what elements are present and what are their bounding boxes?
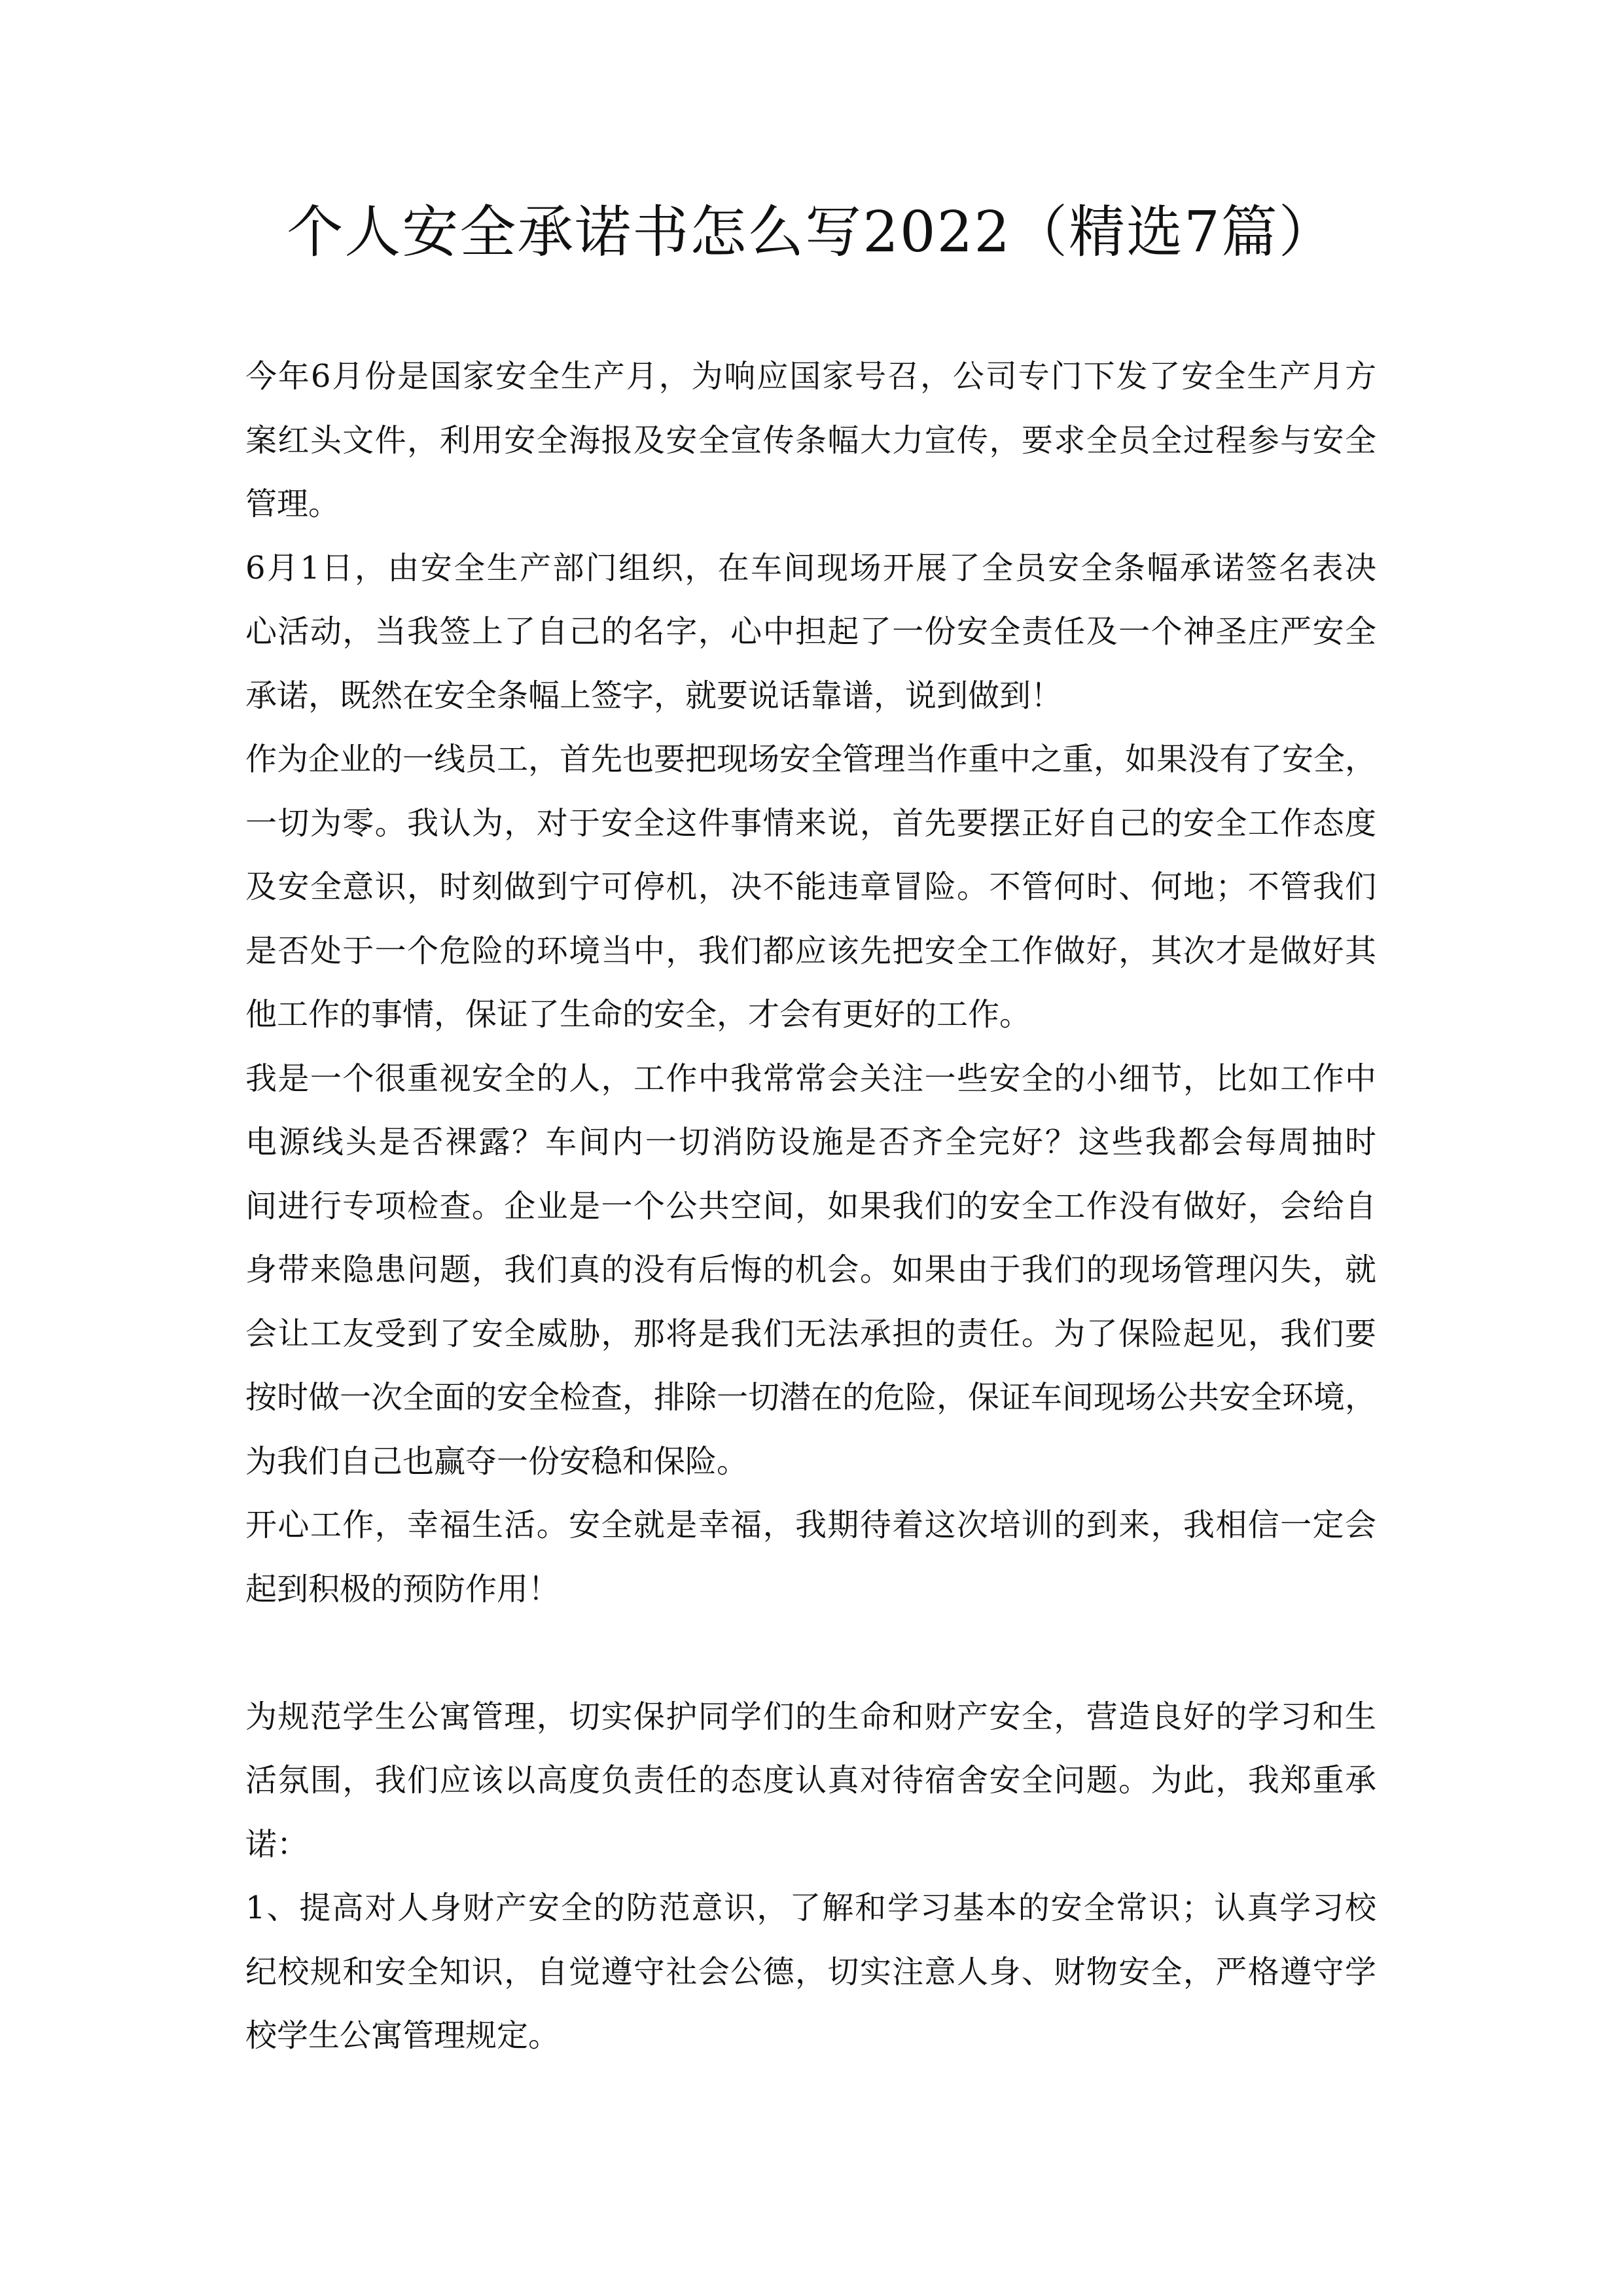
text-line: 会让工友受到了安全威胁，那将是我们无法承担的责任。为了保险起见，我们要: [245, 1315, 1376, 1352]
paragraph: [245, 1047, 1376, 1494]
text-line: 身带来隐患问题，我们真的没有后悔的机会。如果由于我们的现场管理闪失，就: [245, 1251, 1376, 1288]
paragraph: [245, 1685, 1376, 1877]
text-line: 按时做一次全面的安全检查，排除一切潜在的危险，保证车间现场公共安全环境，: [245, 1379, 1377, 1416]
text-line: 校学生公寓管理规定。: [245, 2017, 560, 2054]
text-line: 起到积极的预防作用！: [245, 1570, 560, 1607]
text-line: 及安全意识，时刻做到宁可停机，决不能违章冒险。不管何时、何地；不管我们: [245, 869, 1376, 905]
paragraph: [245, 1876, 1376, 2068]
paragraph: [245, 1494, 1376, 1621]
paragraph: [245, 728, 1376, 1047]
text-line: 作为企业的一线员工，首先也要把现场安全管理当作重中之重，如果没有了安全，: [245, 741, 1377, 778]
text-line: 案红头文件，利用安全海报及安全宣传条幅大力宣传，要求全员全过程参与安全: [245, 422, 1376, 459]
text-line: 1、提高对人身财产安全的防范意识，了解和学习基本的安全常识；认真学习校: [245, 1890, 1376, 1926]
paragraph: [245, 537, 1376, 728]
text-line: 今年6月份是国家安全生产月，为响应国家号召，公司专门下发了安全生产月方: [245, 358, 1376, 395]
text-line: 我是一个很重视安全的人，工作中我常常会关注一些安全的小细节，比如工作中: [245, 1060, 1376, 1097]
text-line: 为我们自己也赢夺一份安稳和保险。: [245, 1443, 749, 1480]
text-line: 间进行专项检查。企业是一个公共空间，如果我们的安全工作没有做好，会给自: [245, 1187, 1376, 1225]
document-body: [245, 345, 1376, 2068]
text-line: 开心工作，幸福生活。安全就是幸福，我期待着这次培训的到来，我相信一定会: [245, 1507, 1376, 1543]
text-line: 为规范学生公寓管理，切实保护同学们的生命和财产安全，营造良好的学习和生: [245, 1698, 1376, 1735]
text-line: 6月1日，由安全生产部门组织，在车间现场开展了全员安全条幅承诺签名表决: [245, 549, 1376, 586]
document-title: 个人安全承诺书怎么写2022（精选7篇）: [287, 200, 1336, 265]
paragraph-gap: [245, 1621, 1376, 1685]
text-line: 一切为零。我认为，对于安全这件事情来说，首先要摆正好自己的安全工作态度: [245, 804, 1376, 842]
text-line: 纪校规和安全知识，自觉遵守社会公德，切实注意人身、财物安全，严格遵守学: [245, 1953, 1376, 1990]
text-line: 心活动，当我签上了自己的名字，心中担起了一份安全责任及一个神圣庄严安全: [245, 613, 1376, 650]
paragraph: [245, 345, 1376, 537]
text-line: 活氛围，我们应该以高度负责任的态度认真对待宿舍安全问题。为此，我郑重承: [245, 1762, 1376, 1799]
text-line: 他工作的事情，保证了生命的安全，才会有更好的工作。: [245, 996, 1031, 1033]
text-line: 管理。: [245, 486, 340, 522]
text-line: 诺：: [245, 1825, 309, 1863]
text-line: 承诺，既然在安全条幅上签字，就要说话靠谱，说到做到！: [245, 677, 1063, 714]
text-line: 电源线头是否裸露？车间内一切消防设施是否齐全完好？这些我都会每周抽时: [245, 1124, 1376, 1160]
text-line: 是否处于一个危险的环境当中，我们都应该先把安全工作做好，其次才是做好其: [245, 932, 1376, 969]
